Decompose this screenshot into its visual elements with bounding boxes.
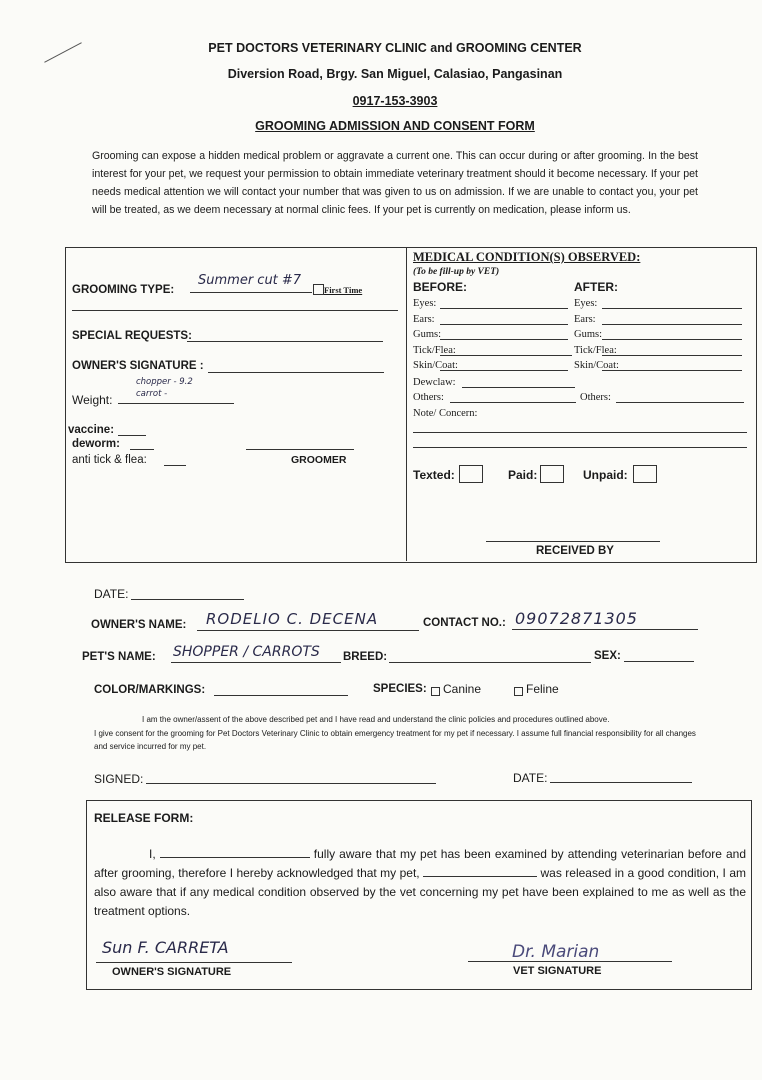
- owner-signature-release-label: OWNER'S SIGNATURE: [112, 966, 232, 978]
- texted-label: Texted:: [413, 468, 455, 482]
- medical-before-label: Eyes:: [413, 298, 437, 309]
- antitick-label: anti tick & flea:: [72, 454, 147, 466]
- color-label: COLOR/MARKINGS:: [94, 684, 206, 696]
- feline-checkbox[interactable]: [514, 687, 523, 696]
- consent-line-1: I am the owner/assent of the above described pet and I have read and understand the clinic policies and procedures outlined above.: [142, 715, 610, 724]
- breed-label: BREED:: [343, 651, 388, 663]
- paid-checkbox[interactable]: [540, 465, 564, 483]
- signed-line[interactable]: [146, 783, 436, 784]
- first-time-checkbox[interactable]: [313, 284, 324, 295]
- medical-after-label: Gums:: [574, 329, 603, 340]
- unpaid-label: Unpaid:: [583, 468, 628, 482]
- contact-label: CONTACT NO.:: [423, 617, 506, 629]
- canine-checkbox[interactable]: [431, 687, 440, 696]
- others-after-label: Others:: [580, 392, 611, 403]
- medical-before-label: Tick/Flea:: [413, 344, 456, 356]
- contact-line: [512, 629, 698, 630]
- medical-before-line[interactable]: [440, 355, 572, 356]
- owner-name-value[interactable]: RODELIO C. DECENA: [206, 610, 379, 628]
- medical-before-line[interactable]: [440, 339, 568, 340]
- owner-name-label: OWNER'S NAME:: [91, 619, 187, 631]
- antitick-line[interactable]: [164, 465, 186, 466]
- pet-name-label: PET'S NAME:: [82, 651, 156, 663]
- weight-line[interactable]: [118, 403, 234, 404]
- date2-label: DATE:: [513, 771, 548, 785]
- vaccine-label: vaccine:: [68, 424, 115, 436]
- release-p1-end: was released in a good condition, I am also aware that if any medical condition observed by the vet concerning my pet have been explained to me as well as the treatment options.: [94, 866, 746, 918]
- grooming-type-label: GROOMING TYPE:: [72, 284, 175, 296]
- note-label: Note/ Concern:: [413, 408, 478, 419]
- others-before-line[interactable]: [450, 402, 576, 403]
- release-owner-line[interactable]: [160, 857, 310, 858]
- release-p1-start: I,: [149, 847, 156, 861]
- species-label: SPECIES:: [373, 683, 427, 695]
- medical-title: MEDICAL CONDITION(S) OBSERVED:: [413, 250, 641, 264]
- received-by-label: RECEIVED BY: [536, 545, 614, 557]
- medical-after-label: Ears:: [574, 313, 596, 325]
- medical-after-line[interactable]: [602, 370, 742, 371]
- owner-signature-value: Sun F. CARRETA: [102, 938, 229, 957]
- unpaid-checkbox[interactable]: [633, 465, 657, 483]
- first-time-label: First Time: [324, 285, 363, 295]
- contact-value[interactable]: 09072871305: [515, 609, 638, 628]
- grooming-type-value[interactable]: Summer cut #7: [198, 273, 302, 288]
- medical-before-label: Skin/Coat:: [413, 360, 458, 371]
- signed-label: SIGNED:: [94, 772, 144, 786]
- medical-after-line[interactable]: [602, 324, 742, 325]
- weight-label: Weight:: [72, 393, 113, 407]
- owner-name-line: [197, 630, 419, 631]
- texted-checkbox[interactable]: [459, 465, 483, 483]
- others-after-line[interactable]: [616, 402, 744, 403]
- release-pet-line[interactable]: [423, 876, 537, 877]
- special-requests-label: SPECIAL REQUESTS:: [72, 330, 192, 342]
- breed-line[interactable]: [389, 662, 591, 663]
- grooming-extra-line: [72, 310, 398, 311]
- date-line[interactable]: [131, 599, 244, 600]
- owner-signature-label: OWNER'S SIGNATURE :: [72, 360, 204, 372]
- groomer-line[interactable]: [246, 449, 354, 450]
- others-before-label: Others:: [413, 392, 444, 403]
- box-divider: [406, 248, 407, 561]
- medical-before-line[interactable]: [440, 308, 568, 309]
- before-label: BEFORE:: [413, 280, 467, 294]
- deworm-label: deworm:: [72, 438, 120, 450]
- after-label: AFTER:: [574, 280, 618, 294]
- medical-after-line[interactable]: [602, 308, 742, 309]
- groomer-label: GROOMER: [291, 454, 347, 466]
- release-paragraph: [94, 845, 746, 921]
- medical-subtitle: (To be fill-up by VET): [413, 267, 500, 277]
- received-by-line[interactable]: [486, 541, 660, 542]
- grooming-type-line: [190, 292, 312, 293]
- note-line-1[interactable]: [413, 432, 747, 433]
- color-line[interactable]: [214, 695, 348, 696]
- form-title: GROOMING ADMISSION AND CONSENT FORM: [255, 119, 535, 133]
- medical-after-line[interactable]: [602, 355, 742, 356]
- medical-before-line[interactable]: [440, 370, 568, 371]
- deworm-line[interactable]: [130, 449, 154, 450]
- special-requests-line[interactable]: [187, 341, 383, 342]
- date-label: DATE:: [94, 587, 129, 601]
- date2-line[interactable]: [550, 782, 692, 783]
- intro-paragraph: Grooming can expose a hidden medical problem or aggravate a current one. This can occur during or after grooming. In the best interest for your pet, we request your permission to obtain immediate veterinary treatment should it become necessary. If your pet needs medical attention we will contact your number that was given to us on admission. If we are unable to contact you, your pet will be treated, as we deem necessary at normal clinic fees. If your pet is currently on medication, please inform us.: [92, 150, 698, 216]
- release-p1-mid: fully aware that my pet has been examined by attending veterinarian before and after grooming, therefore I hereby acknowledged that my pet,: [94, 847, 746, 880]
- clinic-phone: 0917-153-3903: [352, 94, 438, 108]
- canine-label: Canine: [443, 682, 482, 696]
- medical-after-label: Skin/Coat:: [574, 360, 619, 371]
- pet-name-value[interactable]: SHOPPER / CARROTS: [173, 644, 320, 660]
- medical-after-label: Eyes:: [574, 298, 598, 309]
- owner-signature-release-line[interactable]: [96, 962, 292, 963]
- vet-signature-line[interactable]: [468, 961, 672, 962]
- medical-after-label: Tick/Flea:: [574, 344, 617, 356]
- note-line-2[interactable]: [413, 447, 747, 448]
- vet-signature-label: VET SIGNATURE: [513, 965, 602, 977]
- pet-name-line: [171, 662, 341, 663]
- weight-line1: chopper - 9.2: [136, 377, 193, 387]
- feline-label: Feline: [526, 682, 559, 696]
- medical-before-line[interactable]: [440, 324, 568, 325]
- clinic-name: PET DOCTORS VETERINARY CLINIC and GROOMING CENTER: [208, 41, 582, 55]
- owner-signature-line[interactable]: [208, 372, 384, 373]
- vaccine-line[interactable]: [118, 435, 146, 436]
- medical-before-label: Gums:: [413, 329, 442, 340]
- release-title: RELEASE FORM:: [94, 811, 194, 825]
- sex-label: SEX:: [594, 650, 621, 662]
- dewclaw-label: Dewclaw:: [413, 377, 456, 388]
- consent-line-2: I give consent for the grooming for Pet Doctors Veterinary Clinic to obtain emergency treatment for my pet if necessary. I assume full financial responsibility for all changes and service incurred for my pet.: [94, 729, 696, 751]
- paid-label: Paid:: [508, 468, 538, 482]
- dewclaw-line[interactable]: [462, 387, 575, 388]
- weight-line2: carrot -: [136, 389, 168, 399]
- clinic-address: Diversion Road, Brgy. San Miguel, Calasiao, Pangasinan: [227, 67, 563, 81]
- vet-signature-value: Dr. Marian: [512, 942, 600, 962]
- medical-before-label: Ears:: [413, 313, 435, 325]
- medical-after-line[interactable]: [602, 339, 742, 340]
- sex-line[interactable]: [624, 661, 694, 662]
